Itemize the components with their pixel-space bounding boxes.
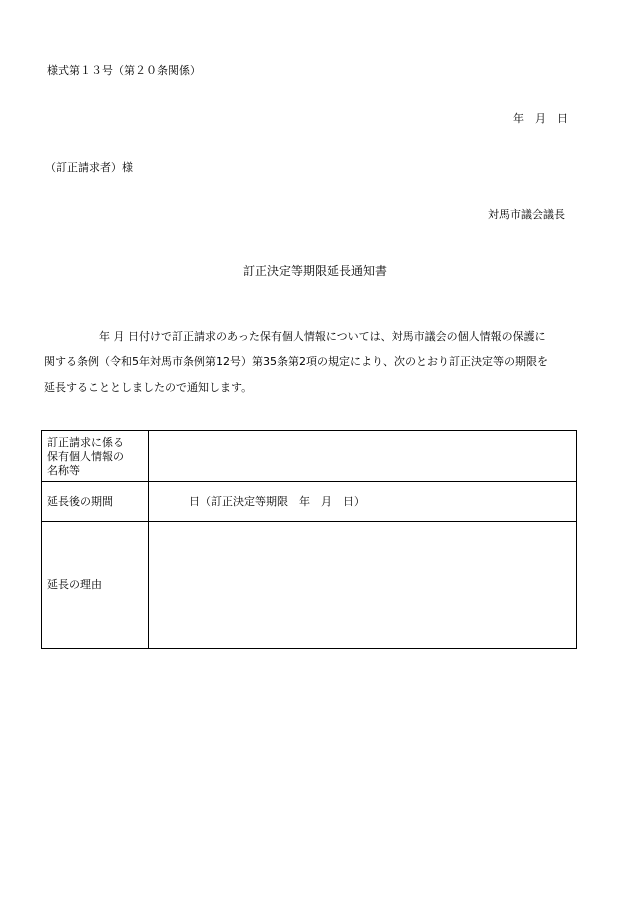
- extension-reason-label: 延長の理由: [42, 522, 149, 649]
- target-info-value: [149, 431, 577, 482]
- extended-period-value: 日（訂正決定等期限 年 月 日）: [149, 482, 577, 522]
- extended-period-label: 延長後の期間: [42, 482, 149, 522]
- date-line: 年 月 日: [513, 112, 568, 125]
- addressee: （訂正請求者）様: [45, 161, 133, 174]
- extension-reason-value: [149, 522, 577, 649]
- target-info-label-line: 保有個人情報の: [47, 450, 124, 463]
- sender: 対馬市議会議長: [488, 208, 565, 221]
- target-info-label-line: 名称等: [47, 464, 80, 477]
- details-table: [41, 430, 577, 649]
- body-paragraph-line: 延長することとしましたので通知します。: [44, 381, 253, 394]
- target-info-label-line: 訂正請求に係る: [47, 436, 124, 449]
- target-info-label: [42, 431, 149, 482]
- body-paragraph-line: 年 月 日付けで訂正請求のあった保有個人情報については、対馬市議会の個人情報の保護に: [44, 330, 546, 343]
- table-row: [42, 482, 577, 522]
- form-number: 様式第１３号（第２０条関係）: [47, 64, 201, 77]
- table-row: [42, 522, 577, 649]
- document-title: 訂正決定等期限延長通知書: [242, 264, 387, 278]
- body-paragraph-line: 関する条例（令和5年対馬市条例第12号）第35条第2項の規定により、次のとおり訂正決定等の期限を: [44, 355, 548, 368]
- table-row: [42, 431, 577, 482]
